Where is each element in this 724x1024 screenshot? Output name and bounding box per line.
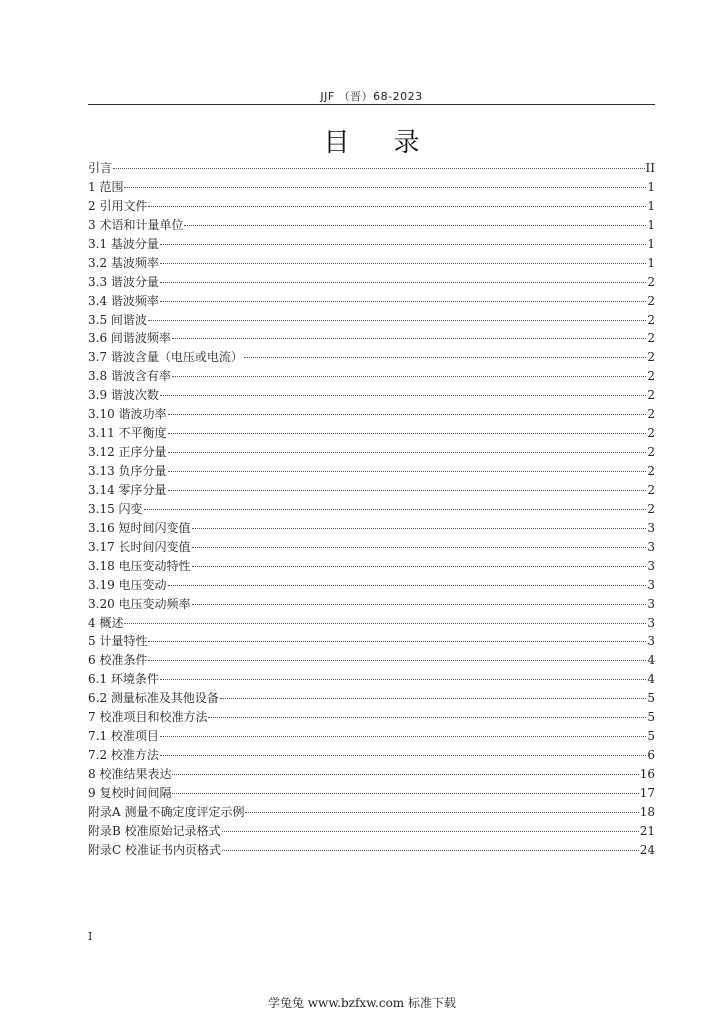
toc-dot-leader [168,471,647,472]
toc-entry-label: 3.10 谐波功率 [88,407,167,422]
toc-entry-label: 3.3 谐波分量 [88,274,159,289]
table-of-contents [88,159,655,860]
toc-entry-page: 21 [639,823,655,838]
toc-entry-label: 附录A 测量不确定度评定示例 [88,804,245,819]
toc-dot-leader [160,301,646,302]
toc-entry[interactable] [88,670,655,689]
page-number: I [88,930,93,943]
toc-entry-label: 2 引用文件 [88,198,148,213]
toc-entry-page: 24 [639,842,655,857]
toc-entry-page: 18 [639,804,655,819]
toc-entry[interactable] [88,235,655,254]
toc-entry-label: 3 术语和计量单位 [88,217,184,232]
toc-entry[interactable] [88,254,655,273]
toc-entry[interactable] [88,708,655,727]
toc-entry[interactable] [88,765,655,784]
toc-entry-label: 6.1 环境条件 [88,672,159,687]
toc-dot-leader [160,263,646,264]
toc-entry[interactable] [88,386,655,405]
toc-dot-leader [220,698,646,699]
toc-entry[interactable] [88,538,655,557]
toc-entry[interactable] [88,651,655,670]
toc-dot-leader [113,168,645,169]
toc-entry-page: 5 [647,729,655,744]
toc-entry[interactable] [88,178,655,197]
toc-entry[interactable] [88,632,655,651]
toc-dot-leader [192,604,647,605]
toc-entry[interactable] [88,784,655,803]
toc-entry-page: 3 [647,520,655,535]
toc-dot-leader [148,206,646,207]
toc-entry-label: 附录C 校准证书内页格式 [88,842,221,857]
toc-entry-label: 引言 [88,161,113,175]
toc-entry-label: 3.15 闪变 [88,501,143,516]
toc-dot-leader [192,528,647,529]
toc-entry[interactable] [88,197,655,216]
toc-entry-label: 7.2 校准方法 [88,748,159,763]
toc-entry-page: 3 [647,577,655,592]
toc-dot-leader [160,736,646,737]
toc-dot-leader [172,774,638,775]
toc-entry-page: 1 [647,255,655,270]
toc-dot-leader [172,793,638,794]
toc-dot-leader [172,338,646,339]
toc-entry[interactable] [88,576,655,595]
toc-entry-label: 3.13 负序分量 [88,464,167,478]
toc-entry-label: 3.2 基波频率 [88,255,159,270]
toc-entry-label: 5 计量特性 [88,634,148,649]
toc-entry-page: 2 [647,350,655,365]
toc-entry-page: 17 [639,785,655,800]
toc-entry-page: 3 [647,634,655,649]
toc-entry-label: 3.17 长时间闪变值 [88,539,191,554]
toc-dot-leader [160,395,646,396]
toc-dot-leader [124,187,646,188]
toc-dot-leader [144,509,647,510]
toc-entry-page: 4 [647,653,655,668]
toc-dot-leader [184,225,646,226]
toc-entry[interactable] [88,727,655,746]
toc-dot-leader [168,433,647,434]
toc-entry-page: 16 [639,767,655,781]
toc-entry-page: 2 [647,312,655,327]
toc-entry-label: 附录B 校准原始记录格式 [88,823,221,838]
toc-entry-label: 7 校准项目和校准方法 [88,710,208,725]
toc-entry[interactable] [88,841,655,860]
toc-entry-label: 6.2 测量标准及其他设备 [88,691,219,706]
header-rule [88,104,655,105]
toc-entry-page: 3 [647,596,655,611]
toc-entry[interactable] [88,462,655,481]
toc-entry-label: 4 概述 [88,615,124,630]
toc-dot-leader [222,850,639,851]
toc-entry-page: 6 [647,748,655,763]
toc-entry[interactable] [88,557,655,576]
toc-entry-page: 3 [647,539,655,554]
toc-entry-page: 2 [647,482,655,497]
toc-entry[interactable] [88,822,655,841]
toc-entry-label: 3.20 电压变动频率 [88,596,191,611]
toc-entry[interactable] [88,273,655,292]
toc-entry-label: 8 校准结果表达 [88,767,172,781]
toc-entry[interactable] [88,159,655,178]
toc-entry-page: 1 [647,198,655,213]
toc-entry[interactable] [88,443,655,462]
toc-entry-page: 5 [647,691,655,706]
toc-entry-page: 2 [647,464,655,478]
toc-dot-leader [168,452,647,453]
toc-entry[interactable] [88,292,655,311]
toc-entry-page: 3 [647,615,655,630]
toc-dot-leader [160,679,646,680]
toc-entry-page: 5 [647,710,655,725]
toc-dot-leader [245,812,638,813]
toc-entry[interactable] [88,500,655,519]
toc-entry[interactable] [88,519,655,538]
toc-entry-page: 2 [647,407,655,422]
toc-entry[interactable] [88,481,655,500]
toc-entry-page: 3 [647,558,655,573]
toc-entry-page: 2 [647,293,655,308]
toc-entry-label: 3.11 不平衡度 [88,426,167,441]
toc-entry-label: 3.5 间谐波 [88,312,147,327]
toc-entry[interactable] [88,614,655,633]
toc-entry-page: 2 [647,388,655,403]
toc-dot-leader [168,490,647,491]
toc-dot-leader [148,320,646,321]
toc-entry-label: 3.18 电压变动特性 [88,558,191,573]
toc-dot-leader [222,831,639,832]
toc-entry-page: 2 [647,331,655,346]
toc-dot-leader [208,717,646,718]
toc-dot-leader [160,244,646,245]
toc-entry-label: 3.19 电压变动 [88,577,167,592]
toc-dot-leader [168,414,647,415]
toc-dot-leader [192,566,647,567]
toc-entry-label: 3.1 基波分量 [88,236,159,251]
toc-entry[interactable] [88,367,655,386]
toc-entry[interactable] [88,405,655,424]
toc-dot-leader [192,547,647,548]
toc-entry-label: 7.1 校准项目 [88,729,159,744]
watermark-text: 学兔兔 www.bzfxw.com 标准下载 [267,996,457,1010]
toc-entry-label: 1 范围 [88,179,124,194]
toc-entry-label: 3.4 谐波频率 [88,293,159,308]
toc-entry-label: 6 校准条件 [88,653,148,668]
toc-entry[interactable] [88,424,655,443]
toc-entry-page: 2 [647,426,655,441]
toc-dot-leader [160,282,646,283]
toc-entry-label: 3.12 正序分量 [88,445,167,460]
toc-entry-page: 2 [647,369,655,384]
toc-entry[interactable] [88,348,655,367]
toc-entry-label: 3.14 零序分量 [88,482,167,497]
toc-entry-page: 1 [647,236,655,251]
toc-entry-label: 3.9 谐波次数 [88,388,159,403]
toc-entry[interactable] [88,689,655,708]
toc-entry-page: 2 [647,445,655,460]
toc-entry-label: 3.8 谐波含有率 [88,369,171,384]
toc-entry-page: 4 [647,672,655,687]
toc-entry-label: 3.16 短时间闪变值 [88,520,191,535]
toc-entry-page: 2 [647,501,655,516]
toc-entry-page: 2 [647,274,655,289]
toc-dot-leader [160,755,646,756]
toc-dot-leader [168,585,647,586]
page-title: 目录 [323,128,464,158]
toc-entry-label: 3.7 谐波含量（电压或电流） [88,350,243,365]
toc-entry[interactable] [88,311,655,330]
toc-entry-page: 1 [647,217,655,232]
document-code-header: JJF （晋）68-2023 [320,90,423,103]
toc-entry-label: 9 复校时间间隔 [88,785,172,800]
toc-entry-label: 3.6 间谐波频率 [88,331,171,346]
toc-dot-leader [148,660,646,661]
toc-entry[interactable] [88,595,655,614]
toc-entry-page: 1 [647,179,655,194]
toc-entry[interactable] [88,746,655,765]
toc-entry-page: II [645,161,655,175]
toc-dot-leader [172,376,646,377]
toc-dot-leader [244,357,646,358]
toc-entry[interactable] [88,216,655,235]
toc-entry[interactable] [88,803,655,822]
toc-dot-leader [124,623,646,624]
toc-entry[interactable] [88,329,655,348]
toc-dot-leader [148,641,646,642]
